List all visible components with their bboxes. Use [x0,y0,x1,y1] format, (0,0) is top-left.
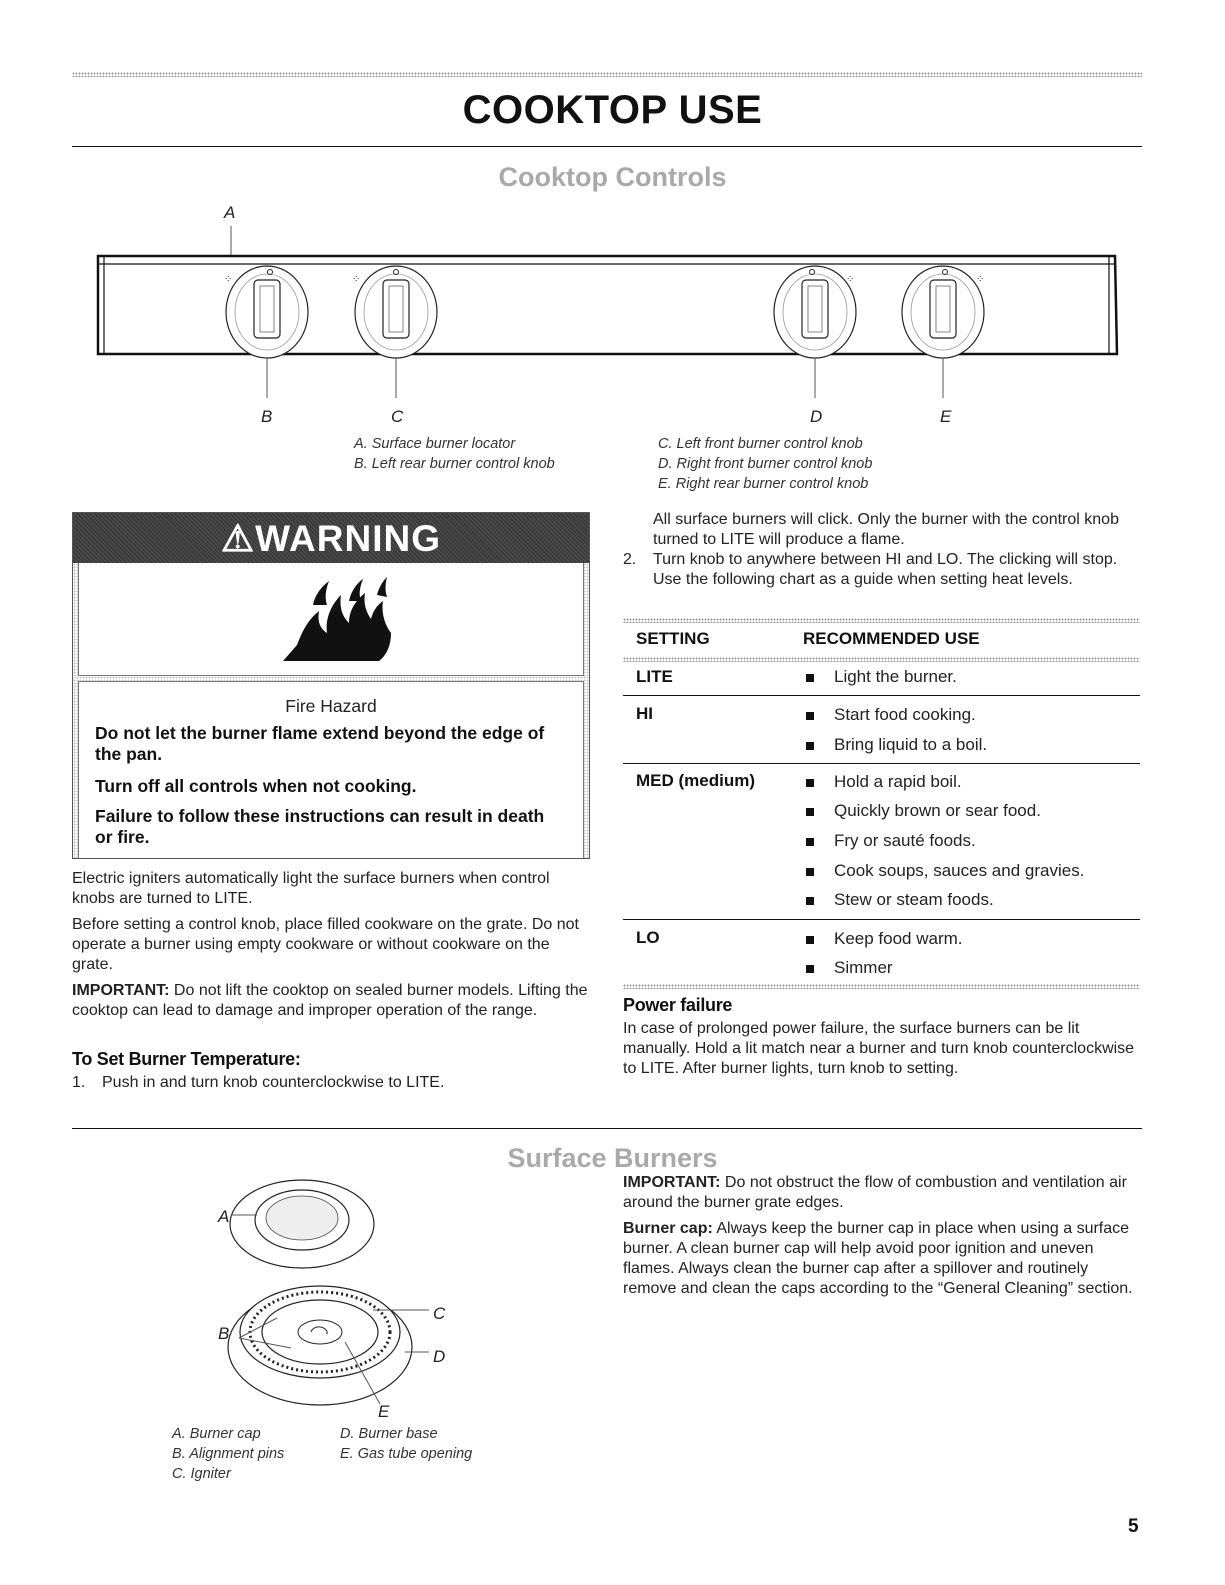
warning-text-zone [73,676,589,858]
use-text: Fry or sauté foods. [834,831,976,850]
step-number: 1. [72,1074,86,1091]
use-item [806,735,987,755]
set-burner-temp-heading: To Set Burner Temperature: [72,1049,301,1069]
table-bottom-rule [623,984,1140,989]
label-d: D [810,407,823,426]
burner-illustration [205,1172,465,1422]
burner-cap-icon [230,1180,374,1268]
page-number: 5 [1128,1516,1139,1537]
power-failure-heading: Power failure [623,995,733,1015]
caption-line: E. Right rear burner control knob [658,476,869,492]
row-divider [623,919,1140,920]
step-text: Push in and turn knob counterclockwise to LITE. [102,1074,445,1091]
caption-line: C. Igniter [172,1466,231,1482]
use-item [806,958,893,978]
burner-label-e: E [378,1402,390,1421]
controls-captions-right [658,434,872,494]
label-c: C [391,407,404,426]
bullet-icon [806,808,814,816]
knob-e-icon [902,266,984,358]
bullet-icon [806,868,814,876]
burner-captions-col1 [172,1424,284,1484]
use-item [806,772,962,792]
step-2 [623,550,1133,590]
warning-box [72,512,590,859]
title-rule [72,146,1142,147]
use-item [806,890,994,910]
burner-label-a: A [218,1207,230,1226]
important-label: IMPORTANT: [623,1174,721,1191]
table-header-setting: SETTING [636,629,710,648]
burner-cap-text: Always keep the burner cap in place when using a surface burner. A clean burner cap will help avoid poor ignition and uneven flames. Always clean the burner cap after a spillover and routinely remove and clean the caps according to the “General Cleaning” section. [623,1220,1133,1297]
caption-line: D. Right front burner control knob [658,456,873,472]
use-text: Simmer [834,958,893,977]
surface-burners-heading: Surface Burners [507,1143,718,1173]
burner-label-c: C [433,1304,446,1323]
label-b: B [261,407,273,426]
warning-line-3: Failure to follow these instructions can result in death or fire. [95,806,545,847]
control-panel-illustration [90,222,1125,402]
setting-lo: LO [636,928,660,947]
bullet-icon [806,742,814,750]
setting-hi: HI [636,704,653,723]
setting-lite: LITE [636,667,673,686]
burner-captions-col2 [340,1424,472,1464]
bullet-icon [806,936,814,944]
step-1-continued: All surface burners will click. Only the burner with the control knob turned to LITE will produce a flame. [653,511,1119,548]
paragraph: Before setting a control knob, place filled cookware on the grate. Do not operate a burner using empty cookware or without cookware on the grate. [72,916,579,973]
use-item [806,861,1084,881]
surface-burners-rule [72,1128,1142,1129]
burner-base-icon [228,1286,412,1405]
power-failure-text: In case of prolonged power failure, the surface burners can be lit manually. Hold a lit match near a burner and turn knob counterclockwise to LITE. After burner lights, turn knob to setting. [623,1020,1135,1077]
important-text: Do not obstruct the flow of combustion and ventilation air around the burner grate edges. [623,1174,1127,1211]
use-text: Light the burner. [834,667,957,686]
knob-d-icon [774,266,856,358]
caption-line: A. Surface burner locator [354,436,516,452]
paragraph [623,1219,1138,1299]
use-item [806,801,1041,821]
use-item [806,929,963,949]
step-1 [72,1073,590,1093]
top-dotted-rule [72,72,1142,77]
use-item [806,705,976,725]
burner-cap-label: Burner cap: [623,1220,713,1237]
caption-line: B. Left rear burner control knob [354,456,555,472]
table-header-rule [623,657,1140,662]
use-text: Stew or steam foods. [834,890,994,909]
warning-line-2: Turn off all controls when not cooking. [95,776,417,796]
warning-triangle-icon: ⚠ [221,518,256,559]
important-text: Do not lift the cooktop on sealed burner models. Lifting the cooktop can lead to damage and improper operation of the range. [72,982,588,1019]
paragraph [623,1173,1138,1213]
caption-line: B. Alignment pins [172,1446,285,1462]
use-item [806,831,976,851]
row-divider [623,763,1140,764]
burner-label-d: D [433,1347,446,1366]
use-item [806,667,957,687]
svg-text:⁘: ⁘ [976,274,985,285]
table-header-use: RECOMMENDED USE [803,629,980,648]
warning-header [73,513,589,563]
bullet-icon [806,897,814,905]
use-text: Bring liquid to a boil. [834,735,988,754]
surface-burners-text [623,1173,1138,1305]
fire-hazard-icon [279,575,399,663]
svg-text:⁘: ⁘ [224,274,233,285]
bullet-icon [806,838,814,846]
caption-line: A. Burner cap [172,1426,261,1442]
use-text: Start food cooking. [834,705,976,724]
setting-med: MED (medium) [636,771,755,790]
bullet-icon [806,965,814,973]
caption-line: C. Left front burner control knob [658,436,863,452]
use-text: Hold a rapid boil. [834,772,962,791]
table-top-rule [623,618,1140,623]
row-divider [623,695,1140,696]
controls-captions-left [354,434,555,474]
caption-line: D. Burner base [340,1426,438,1442]
paragraph: Electric igniters automatically light the surface burners when control knobs are turned to LITE. [72,870,550,907]
use-text: Keep food warm. [834,929,963,948]
bullet-icon [806,674,814,682]
left-column-text [72,869,590,1027]
page-title: COOKTOP USE [462,88,763,132]
step-number: 2. [623,551,637,568]
bullet-icon [806,779,814,787]
burner-label-b: B [218,1324,230,1343]
label-a: A [224,203,236,222]
warning-header-text: WARNING [255,518,441,559]
svg-text:⁘: ⁘ [846,274,855,285]
cooktop-controls-heading: Cooktop Controls [498,162,727,192]
bullet-icon [806,712,814,720]
use-text: Cook soups, sauces and gravies. [834,861,1085,880]
warning-icon-zone [73,563,589,676]
warning-title: Fire Hazard [285,696,377,716]
step-text: Turn knob to anywhere between HI and LO. The clicking will stop. Use the following chart as a guide when setting heat levels. [653,551,1118,588]
use-text: Quickly brown or sear food. [834,801,1041,820]
label-e: E [940,407,952,426]
important-label: IMPORTANT: [72,982,170,999]
warning-line-1: Do not let the burner flame extend beyond the edge of the pan. [95,723,545,764]
caption-line: E. Gas tube opening [340,1446,473,1462]
svg-text:⁘: ⁘ [352,274,361,285]
paragraph [72,981,590,1021]
